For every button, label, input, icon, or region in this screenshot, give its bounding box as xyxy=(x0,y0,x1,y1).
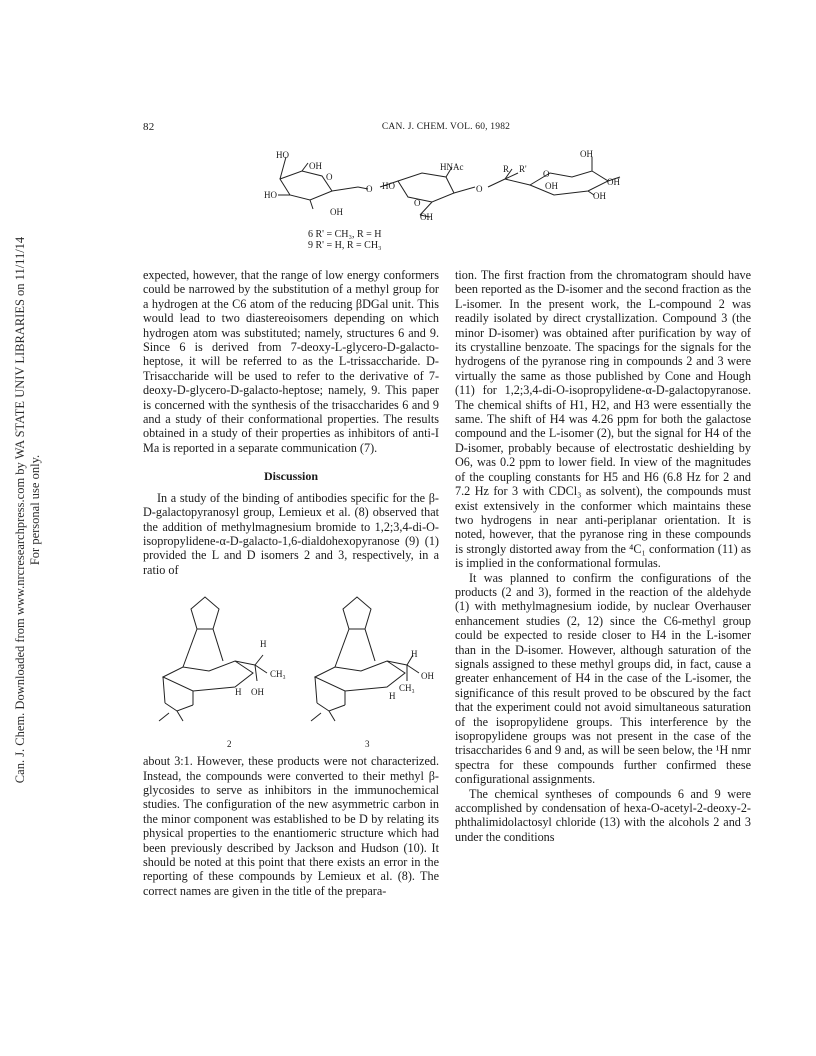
structure-label: HO xyxy=(382,181,395,191)
structure-caption-line: 6 R' = CH₃, R = H xyxy=(308,229,382,240)
section-heading: Discussion xyxy=(263,469,319,484)
structure-label: OH xyxy=(420,212,433,222)
page-number: 82 xyxy=(143,121,155,133)
structure-label: O xyxy=(326,172,333,182)
atom-label: OH xyxy=(421,671,434,682)
paragraph: It was planned to confirm the configurations of the products (2 and 3), formed in the reaction of the aldehyde (1) with methylmagnesium iodide, by nuclear Overhauser enhancement studies (2, 12) since the C6-methyl group could be expected to reside closer to H4 in the L-isomer than in the D-isomer. However, although saturation of the signals assigned to these methyl groups did, in fact, cause a greater enhancement of H4 in the case of the L-isomer, the significance of this result proved to be obscured by the fact that the experiment could not avoid simultaneous saturation of the isopropylidene groups. This interference by the isopropylidene groups was not present in the case of the trisaccharides 6 and 9 and, as will be seen below, the ¹H nmr spectra for these compounds further confirmed these configurational assignments. xyxy=(455,570,751,787)
paragraph: tion. The first fraction from the chromatogram should have been reported as the D-isomer and the second fraction as the L-isomer. In the present work, the L-compound 2 was readily isolated by direct crystallization. Compound 3 (the minor D-isomer) was obtained after purification by way of its crystalline benzoate. The spacings for the signals for the hydrogens of the pyranose ring in compounds 2 and 3 were virtually the same as those published by Cone and Hough (11) for 1,2;3,4-di-O-isopropylidene-α-D-galactopyranose. The chemical shifts of H1, H2, and H3 were essentially the same. The shift of H4 was 4.26 ppm for both the galactose compound and the L-isomer (2), but the signal for H4 of the D-isomer, probably because of electrostatic deshielding by O6, was 0.2 ppm to lower field. In view of the magnitudes of the coupling constants for H5 and H6 (6.8 Hz for 2 and 7.2 Hz for 3 with CDCl₃ as solvent), the compounds must exist extensively in the conformer which maintains these two hydrogens in near anti-periplanar orientation. It is noted, however, that the pyranose ring in these compounds is strongly distorted away from the ⁴C₁ conformation (11) as is implied in the conformational formulas. xyxy=(455,268,751,571)
paragraph: The chemical syntheses of compounds 6 and 9 were accomplished by condensation of hexa-O-acetyl-2-deoxy-2-phthalimidolactosyl chloride (13) with the alcohols 2 and 3 under the conditions xyxy=(455,786,751,844)
isomer-figure xyxy=(143,585,439,750)
journal-citation: CAN. J. CHEM. VOL. 60, 1982 xyxy=(381,122,511,132)
isomer-structures xyxy=(143,585,439,750)
structure-label: O xyxy=(414,198,421,208)
structure-label: OH xyxy=(545,181,558,191)
running-header xyxy=(143,121,749,135)
structure-label: O xyxy=(543,169,550,179)
structure-label: OH xyxy=(593,191,606,201)
left-column xyxy=(143,268,439,898)
structure-label: R xyxy=(503,164,510,174)
structure-label: OH xyxy=(330,207,343,217)
structure-label: R' xyxy=(519,164,527,174)
atom-label: H xyxy=(411,649,418,660)
paragraph: expected, however, that the range of low energy conformers could be narrowed by the substitution of a methyl group for a hydrogen at the C6 atom of the reducing βDGal unit. This would lead to two diastereoisomers depending on which hydrogen atom was substituted; namely, structures 6 and 9. Since 6 is derived from 7-deoxy-L-glycero-D-galacto-heptose, it will be referred to as the L-trissaccharide. D-Trisaccharide will be used to refer to the derivative of 7-deoxy-D-glycero-D-galacto-heptose; namely, 9. This paper is concerned with the synthesis of the trisaccharides 6 and 9 and a study of their conformational properties. The results obtained in a study of their properties as inhibitors of anti-I Ma is reported in a separate communication (7). xyxy=(143,268,439,455)
compound-number: 3 xyxy=(365,739,370,750)
download-notice-line2: For personal use only. xyxy=(28,454,42,566)
download-notice-sidebar xyxy=(6,200,50,820)
paragraph: In a study of the binding of antibodies specific for the β-D-galactopyranosyl group, Lemieux et al. (8) observed that the addition of methylmagnesium bromide to 1,2;3,4-di-O-isopropylidene-α-D-galacto-1,6-dialdohexopyranose (9) (1) provided the L and D isomers 2 and 3, respectively, in a ratio of xyxy=(143,490,439,577)
structure-label: OH xyxy=(309,161,322,171)
structure-caption-line: 9 R' = H, R = CH₃ xyxy=(308,240,382,251)
atom-label: CH₃ xyxy=(270,669,286,680)
paragraph: about 3:1. However, these products were not characterized. Instead, the compounds were converted to their methyl β-glycosides to serve as inhibitors in the immunochemical studies. The configuration of the new asymmetric carbon in the minor component was established to be D by relating its physical properties to the enantiomeric structure which had been previously described by Jackson and Hudson (10). It should be noted at this point that there exists an error in the reporting of these compounds by Lemieux et al. (8). The correct names are given in the title of the prepara- xyxy=(143,754,439,898)
structure-label: HO xyxy=(276,150,289,160)
atom-label: H xyxy=(260,639,267,650)
atom-label: H xyxy=(389,691,396,702)
atom-label: CH₃ xyxy=(399,683,415,694)
structure-label: O xyxy=(476,184,483,194)
structure-label: HNAc xyxy=(440,162,464,172)
atom-label: H xyxy=(235,687,242,698)
download-notice-line1: Can. J. Chem. Downloaded from www.nrcresearchpress.com by WA STATE UNIV LIBRARIES on 11/11/14 xyxy=(13,236,27,784)
atom-label: OH xyxy=(251,687,264,698)
structure-label: OH xyxy=(607,177,620,187)
structure-label: OH xyxy=(580,149,593,159)
compound-number: 2 xyxy=(227,739,232,750)
right-column xyxy=(455,268,751,844)
structure-caption xyxy=(308,229,382,251)
structure-label: HO xyxy=(264,190,277,200)
structure-label: O xyxy=(366,184,373,194)
